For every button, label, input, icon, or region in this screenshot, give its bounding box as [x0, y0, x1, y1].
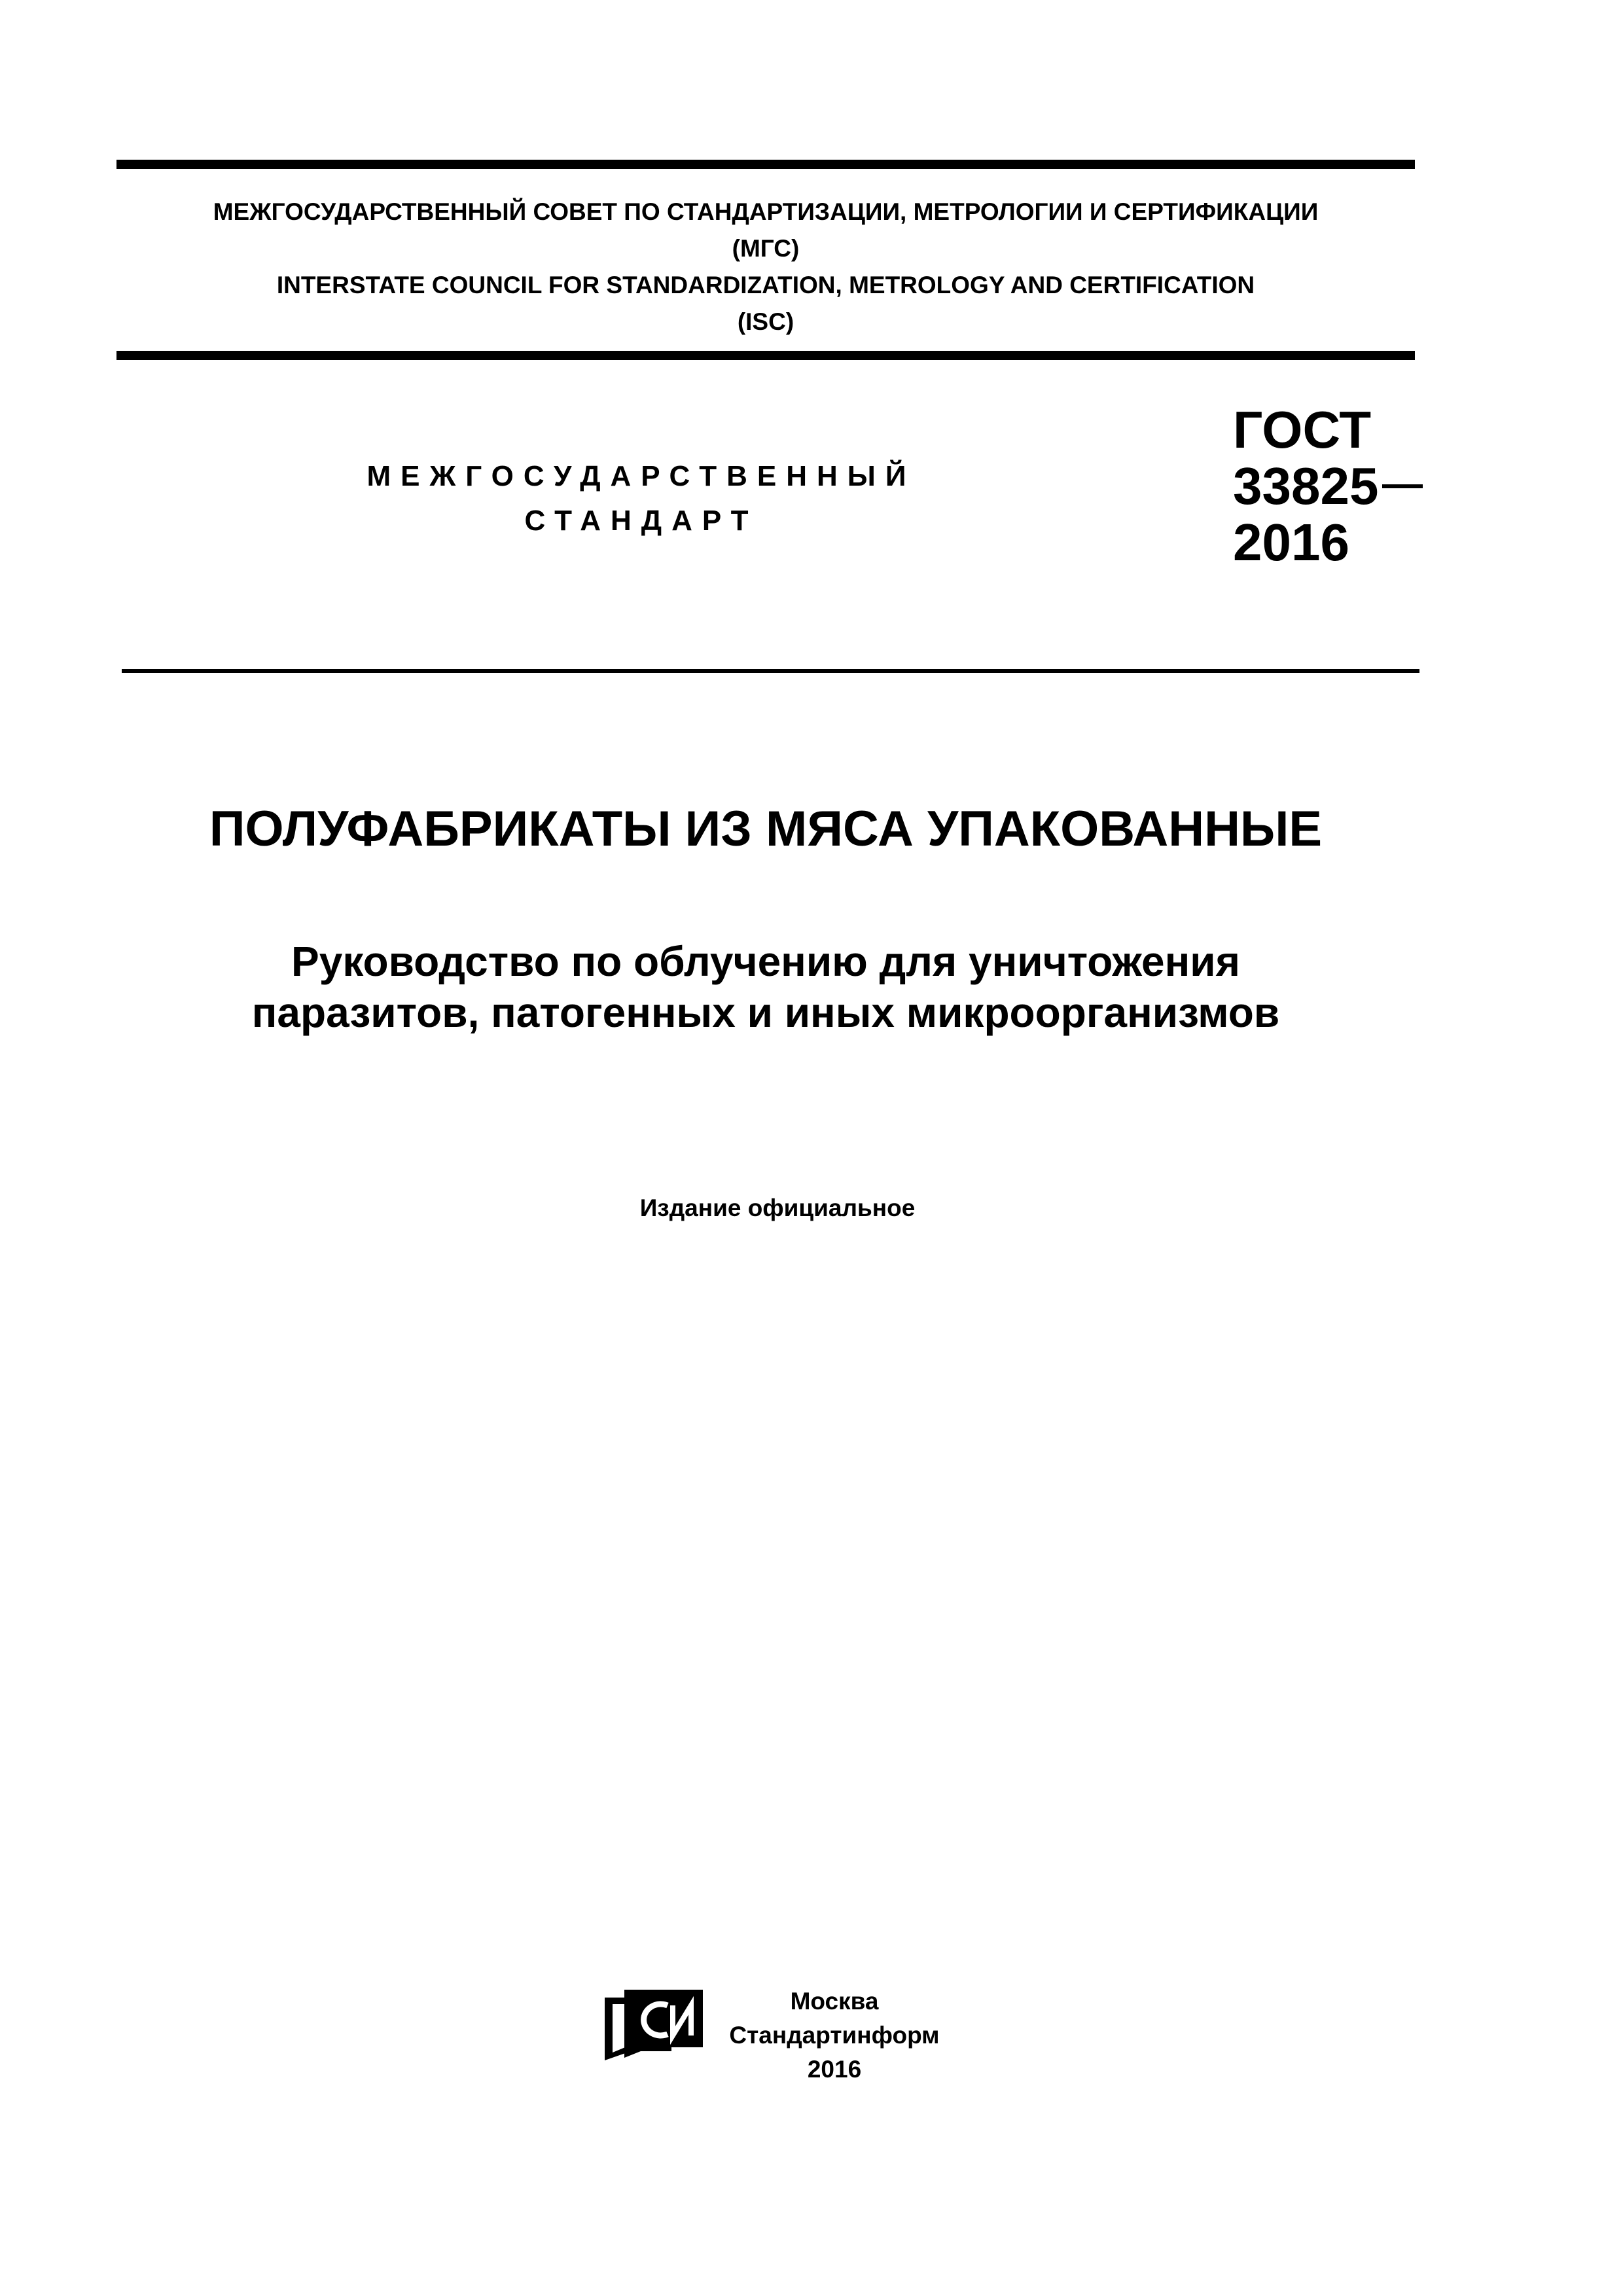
publisher-year: 2016 [807, 2056, 862, 2083]
council-name-en: INTERSTATE COUNCIL FOR STANDARDIZATION, METROLOGY AND CERTIFICATION [276, 272, 1255, 298]
gost-number [1233, 458, 1429, 514]
middle-rule [116, 351, 1415, 360]
lower-rule [122, 669, 1419, 673]
gost-label: ГОСТ [1233, 401, 1372, 459]
standard-kind-line1: МЕЖГОСУДАРСТВЕННЫЙ [366, 460, 916, 492]
standard-designation [1233, 402, 1429, 571]
gost-year: 2016 [1233, 513, 1349, 571]
publisher-imprint [726, 1984, 942, 2087]
standard-kind [294, 454, 988, 543]
publisher-city: Москва [790, 1988, 879, 2015]
publisher-name: Стандартинформ [729, 2022, 940, 2049]
document-subtitle [116, 936, 1415, 1038]
gost-number-text: 33825 [1233, 457, 1379, 515]
council-header [116, 194, 1415, 340]
subtitle-line2: паразитов, патогенных и иных микроорганизмов [251, 989, 1280, 1036]
standard-kind-line2: СТАНДАРТ [524, 505, 758, 537]
council-abbr-ru: (МГС) [732, 235, 800, 262]
council-abbr-en: (ISC) [737, 308, 794, 335]
subtitle-line1: Руководство по облучению для уничтожения [291, 938, 1240, 985]
council-name-ru: МЕЖГОСУДАРСТВЕННЫЙ СОВЕТ ПО СТАНДАРТИЗАЦИИ, МЕТРОЛОГИИ И СЕРТИФИКАЦИИ [213, 198, 1319, 225]
edition-label: Издание официальное [639, 1194, 916, 1221]
top-rule [116, 160, 1415, 169]
standartinform-logo-icon [603, 1986, 705, 2062]
document-title: ПОЛУФАБРИКАТЫ ИЗ МЯСА УПАКОВАННЫЕ [209, 801, 1323, 857]
